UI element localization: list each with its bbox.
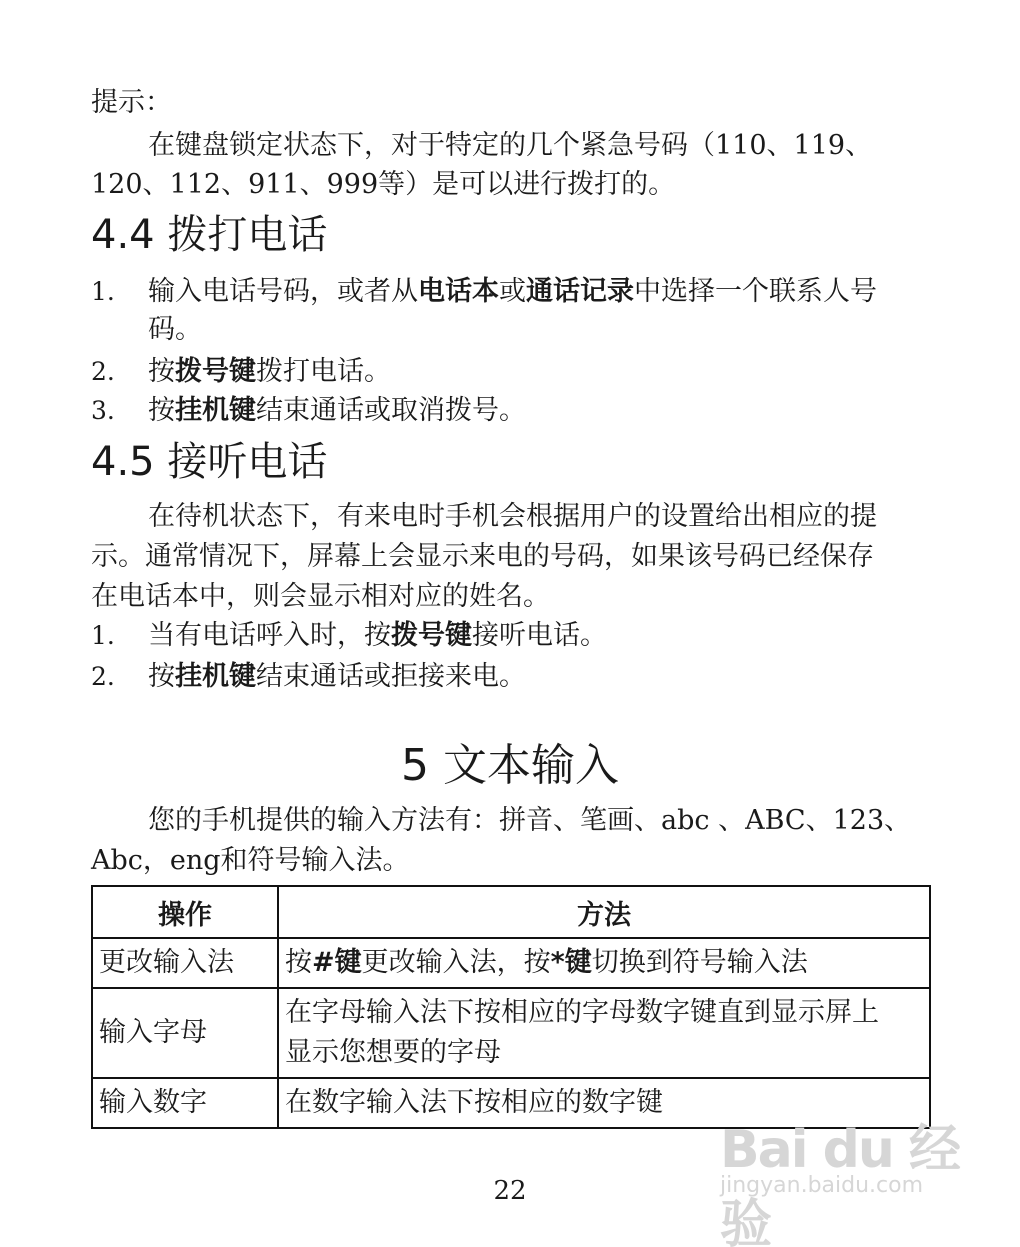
bold-term: 拨号键: [391, 620, 472, 651]
section-4-4-heading: 4.4 拨打电话: [91, 212, 328, 258]
baidu-jingyan-logo: Bai du 经验: [720, 1120, 959, 1247]
bold-term: 电话本: [418, 276, 499, 307]
list-number: 2.: [91, 357, 115, 386]
bold-term: 通话记录: [526, 276, 634, 307]
list-item-text: 按挂机键结束通话或取消拨号。: [148, 395, 526, 426]
bold-term: 挂机键: [175, 395, 256, 426]
list-number: 1.: [91, 277, 115, 306]
bold-term: #键: [312, 947, 362, 978]
list-item-text: 输入电话号码，或者从电话本或通话记录中选择一个联系人号: [148, 276, 877, 307]
list-number: 3.: [91, 396, 115, 425]
paragraph-line: 您的手机提供的输入方法有：拼音、笔画、abc 、ABC、123、: [148, 805, 912, 836]
table-row: [92, 988, 930, 1078]
bold-term: 拨号键: [175, 356, 256, 387]
tip-label: 提示：: [91, 87, 172, 118]
table-cell-method: 在数字输入法下按相应的数字键: [278, 1078, 930, 1128]
table-cell-method: 在字母输入法下按相应的字母数字键直到显示屏上 显示您想要的字母: [278, 988, 930, 1078]
table-cell-operation: 输入字母: [92, 988, 278, 1078]
table-cell-operation: 输入数字: [92, 1078, 278, 1128]
tip-body-line1: 在键盘锁定状态下，对于特定的几个紧急号码（110、119、: [148, 130, 873, 161]
bold-term: 挂机键: [175, 661, 256, 692]
bold-term: *键: [550, 947, 592, 978]
watermark-url: jingyan.baidu.com: [720, 1173, 924, 1198]
table-header-operation: 操作: [92, 886, 278, 938]
paragraph-line: Abc，eng和符号输入法。: [91, 845, 410, 876]
list-item-text: 按挂机键结束通话或拒接来电。: [148, 661, 526, 692]
table-cell-operation: 更改输入法: [92, 938, 278, 988]
paragraph-line: 在电话本中，则会显示相对应的姓名。: [91, 581, 550, 612]
list-item-continuation: 码。: [148, 314, 202, 345]
page-number: 22: [493, 1176, 527, 1206]
table-row: [92, 938, 930, 988]
tip-body-line2: 120、112、911、999等）是可以进行拨打的。: [91, 169, 676, 200]
list-number: 1.: [91, 621, 115, 650]
list-item-text: 按拨号键拨打电话。: [148, 356, 391, 387]
paragraph-line: 在待机状态下，有来电时手机会根据用户的设置给出相应的提: [148, 501, 877, 532]
section-4-5-heading: 4.5 接听电话: [91, 439, 328, 485]
table-cell-method: 按#键更改输入法，按*键切换到符号输入法: [278, 938, 930, 988]
table-header-row: [92, 886, 930, 938]
chapter-5-heading: 5 文本输入: [401, 740, 619, 791]
list-item-text: 当有电话呼入时，按拨号键接听电话。: [148, 620, 607, 651]
paragraph-line: 示。通常情况下，屏幕上会显示来电的号码，如果该号码已经保存: [91, 541, 874, 572]
list-number: 2.: [91, 662, 115, 691]
table-header-method: 方法: [278, 886, 930, 938]
